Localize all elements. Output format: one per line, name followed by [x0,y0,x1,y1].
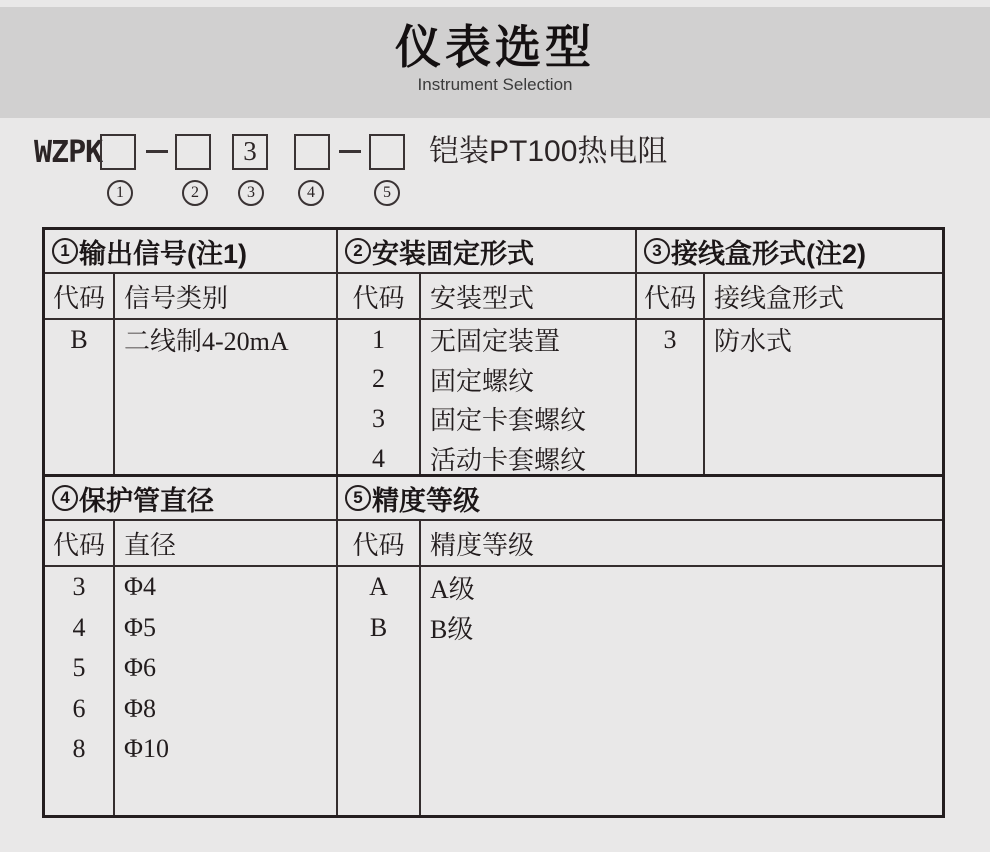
code-cell: 3 [372,403,385,433]
table-top-block [45,230,942,477]
section-title-text: 输出信号(注1) [79,238,247,269]
table-row [45,608,336,649]
code-header: 代码 [52,530,105,560]
column-divider [703,274,705,474]
code-header: 代码 [352,283,405,313]
table-row [45,567,336,608]
table-row [45,320,336,360]
section-title-text: 保护管直径 [79,485,214,516]
table-row [338,399,635,439]
code-cell: B [369,612,388,642]
circled-number-5-icon: 5 [345,485,371,511]
page-subtitle: Instrument Selection [417,75,573,94]
value-cell: Φ6 [124,653,157,683]
header-banner [0,7,990,118]
value-cell: 二线制4-20mA [124,327,289,357]
section-title-text: 安装固定形式 [372,238,534,269]
circled-number-4-icon: 4 [52,485,78,511]
code-cell: 2 [372,364,385,394]
code-header: 代码 [352,530,405,560]
table-row [338,439,635,479]
section-title [637,230,942,274]
section-title [45,230,336,274]
column-headers [637,274,942,320]
column-headers [45,274,336,320]
value-cell: Φ5 [124,612,157,642]
table-row [45,648,336,689]
code-cell: 3 [72,572,86,602]
circled-number-3-icon: 3 [644,238,670,264]
code-cell: 3 [663,324,677,354]
section-tube-diameter [45,477,338,815]
dash-separator [339,150,361,153]
value-header: 接线盒形式 [714,283,845,313]
circled-number-2-icon: 2 [345,238,371,264]
page-title: 仪表选型 [395,21,595,73]
circled-number-1-icon: 1 [107,180,133,206]
model-description: 铠装PT100热电阻 [429,135,668,168]
code-cell: 8 [72,734,86,764]
section-accuracy-class [338,477,942,815]
code-cell: 4 [72,612,86,642]
table-row [637,320,942,360]
circled-number-2-icon: 2 [182,180,208,206]
table-row [45,729,336,770]
table-row [338,320,635,360]
code-cell: 4 [372,443,385,473]
code-cell: A [369,572,388,602]
section-output-signal [45,230,338,474]
value-header: 信号类别 [124,283,229,313]
section-title [338,477,942,521]
column-divider [419,521,421,815]
section-title [338,230,635,274]
value-cell: Φ10 [124,734,170,764]
value-header: 精度等级 [430,530,535,560]
code-header: 代码 [52,283,105,313]
section-title-text: 接线盒形式(注2) [671,238,866,269]
table-row [45,689,336,730]
value-cell: 防水式 [714,327,793,357]
code-cell: B [70,324,88,354]
column-headers [45,521,336,567]
code-cell: 5 [72,653,86,683]
table-row [338,567,942,608]
selection-table [42,227,945,818]
table-row [338,608,942,649]
model-box-4 [294,134,330,170]
value-cell: Φ8 [124,693,157,723]
table-bottom-block [45,477,942,815]
section-mounting-type [338,230,637,474]
value-cell: 固定螺纹 [430,366,535,396]
section-title-text: 精度等级 [372,485,480,516]
circled-number-3-icon: 3 [238,180,264,206]
table-row [338,360,635,400]
column-divider [113,521,115,815]
value-header: 安装型式 [430,283,535,313]
code-cell: 6 [72,693,86,723]
circled-number-4-icon: 4 [298,180,324,206]
column-headers [338,521,942,567]
model-box-2 [175,134,211,170]
value-cell: 固定卡套螺纹 [430,406,587,436]
code-cell: 1 [372,324,385,354]
section-junction-box [637,230,942,474]
value-cell: 无固定装置 [430,327,561,357]
column-divider [419,274,421,474]
column-divider [113,274,115,474]
model-box-1 [100,134,136,170]
value-cell: 活动卡套螺纹 [430,446,587,476]
dash-separator [146,150,168,153]
column-headers [338,274,635,320]
model-box-3: 3 [232,134,268,170]
value-cell: B级 [430,615,474,645]
code-header: 代码 [643,283,696,313]
circled-number-5-icon: 5 [374,180,400,206]
model-box-5 [369,134,405,170]
model-prefix: WZPK [34,135,103,170]
value-cell: Φ4 [124,572,157,602]
value-header: 直径 [124,530,177,560]
circled-number-1-icon: 1 [52,238,78,264]
section-title [45,477,336,521]
value-cell: A级 [430,574,475,604]
